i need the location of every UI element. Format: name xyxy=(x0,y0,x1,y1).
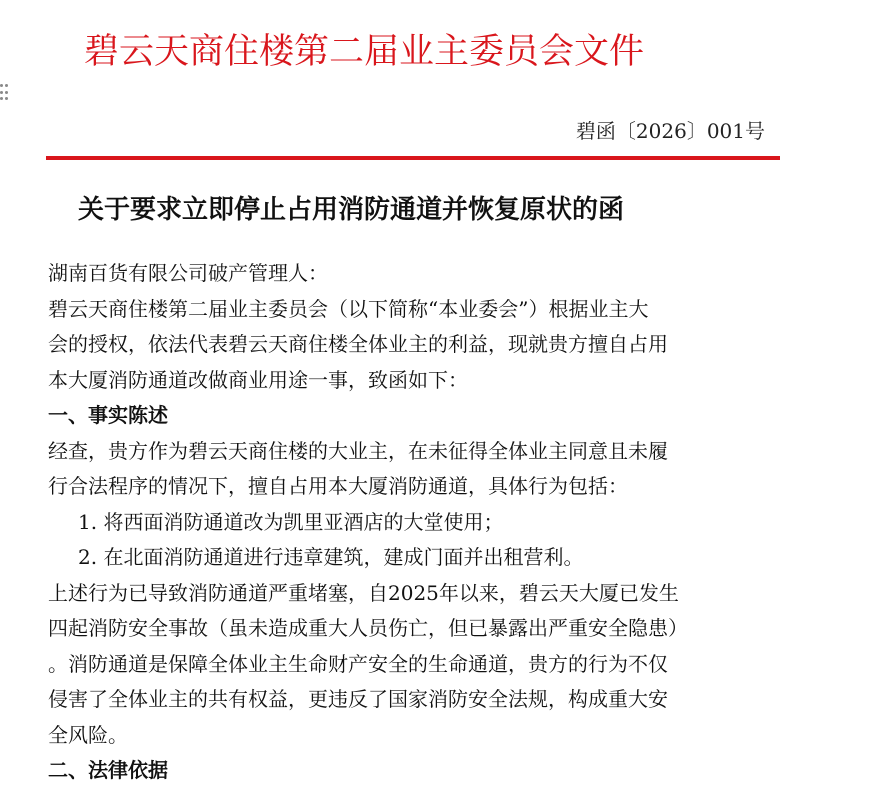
intro-line: 碧云天商住楼第二届业主委员会（以下简称“本业委会”）根据业主大 xyxy=(48,296,649,321)
document-title: 关于要求立即停止占用消防通道并恢复原状的函 xyxy=(78,195,625,225)
section-heading-legal-basis: 二、法律依据 xyxy=(48,758,168,782)
list-item: 2. 在北面消防通道进行违章建筑，建成门面并出租营利。 xyxy=(78,545,584,569)
paragraph-line: 侵害了全体业主的共有权益，更违反了国家消防安全法规，构成重大安 xyxy=(48,687,668,711)
document-number: 碧函〔2026〕001号 xyxy=(575,119,765,143)
red-letterhead: 碧云天商住楼第二届业主委员会文件 xyxy=(84,32,645,72)
drag-handle[interactable] xyxy=(0,84,10,102)
paragraph-line: 。消防通道是保障全体业主生命财产安全的生命通道，贵方的行为不仅 xyxy=(48,651,668,676)
paragraph-line: 全风险。 xyxy=(48,722,128,747)
paragraph-line: 上述行为已导致消防通道严重堵塞，自2025年以来，碧云天大厦已发生 xyxy=(48,580,679,605)
paragraph-line: 经查，贵方作为碧云天商住楼的大业主，在未征得全体业主同意且未履 xyxy=(48,438,668,463)
paragraph-line: 行合法程序的情况下，擅自占用本大厦消防通道，具体行为包括： xyxy=(48,474,628,498)
addressee: 湖南百货有限公司破产管理人： xyxy=(48,261,328,285)
section-heading-facts: 一、事实陈述 xyxy=(48,403,168,427)
red-divider-line xyxy=(46,156,780,160)
paragraph-line: 四起消防安全事故（虽未造成重大人员伤亡，但已暴露出严重安全隐患） xyxy=(48,616,688,640)
list-item: 1. 将西面消防通道改为凯里亚酒店的大堂使用； xyxy=(78,509,504,534)
document-body xyxy=(48,256,788,789)
intro-line: 会的授权，依法代表碧云天商住楼全体业主的利益，现就贵方擅自占用 xyxy=(48,332,668,356)
intro-line: 本大厦消防通道改做商业用途一事，致函如下： xyxy=(48,367,468,392)
